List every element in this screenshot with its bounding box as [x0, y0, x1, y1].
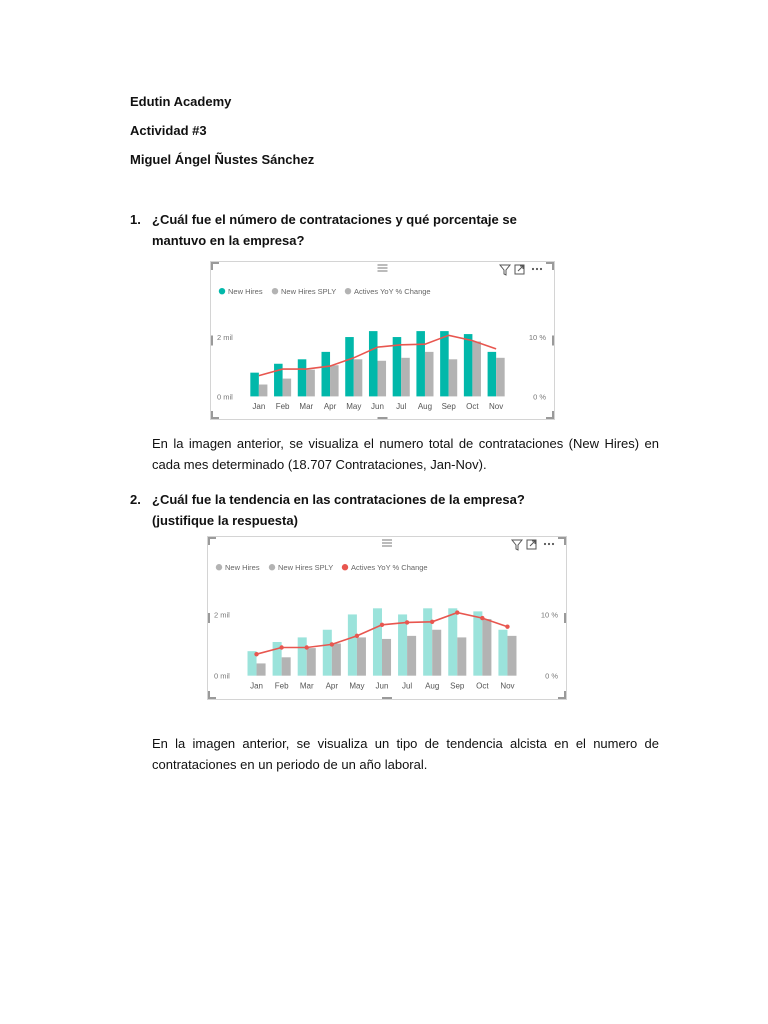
- line-point-actives-yoy[interactable]: [430, 620, 434, 624]
- question-2-number: 2.: [130, 492, 141, 507]
- x-axis-tick: Apr: [325, 681, 339, 691]
- bar-new-hires-sply[interactable]: [307, 648, 316, 676]
- focus-corner-bracket: [209, 538, 217, 546]
- bar-new-hires[interactable]: [488, 352, 497, 397]
- focus-corner-bracket: [558, 691, 566, 699]
- question-1-text: ¿Cuál fue el número de contrataciones y qué porcentaje se mantuvo en la empresa?: [152, 212, 517, 248]
- bar-new-hires[interactable]: [298, 359, 307, 396]
- focus-corner-bracket: [546, 411, 554, 419]
- bar-new-hires-sply[interactable]: [306, 370, 315, 397]
- bar-new-hires-sply[interactable]: [330, 365, 339, 396]
- more-options-icon[interactable]: [540, 268, 542, 270]
- focus-mode-arrow-icon[interactable]: [518, 266, 523, 271]
- more-options-icon[interactable]: [544, 543, 546, 545]
- bar-new-hires-sply[interactable]: [482, 619, 491, 676]
- x-axis-tick: Jul: [401, 681, 413, 691]
- legend-marker: [269, 564, 275, 570]
- y-axis-left-tick: 2 mil: [217, 333, 233, 343]
- bar-new-hires-sply[interactable]: [283, 379, 292, 397]
- bar-new-hires-sply[interactable]: [472, 341, 481, 396]
- bar-new-hires[interactable]: [345, 337, 354, 396]
- legend-marker: [216, 564, 222, 570]
- resize-handle[interactable]: [208, 613, 210, 623]
- focus-corner-bracket: [558, 538, 566, 546]
- bar-new-hires-sply[interactable]: [382, 639, 391, 676]
- x-axis-tick: Oct: [476, 681, 489, 691]
- bar-new-hires[interactable]: [464, 334, 473, 396]
- chart-1-svg: [211, 262, 554, 419]
- focus-corner-bracket: [212, 263, 220, 271]
- resize-handle[interactable]: [378, 417, 388, 419]
- focus-corner-bracket: [209, 691, 217, 699]
- chart-2-svg: [208, 537, 566, 699]
- x-axis-tick: Aug: [425, 681, 440, 691]
- y-axis-left-tick: 0 mil: [214, 671, 230, 681]
- more-options-icon[interactable]: [536, 268, 538, 270]
- legend-marker: [219, 288, 225, 294]
- x-axis-tick: May: [346, 401, 362, 411]
- y-axis-left-tick: 2 mil: [214, 610, 230, 620]
- focus-corner-bracket: [546, 263, 554, 271]
- bar-new-hires-sply[interactable]: [407, 636, 416, 676]
- focus-mode-arrow-icon[interactable]: [530, 541, 535, 546]
- x-axis-tick: Jun: [371, 401, 384, 411]
- bar-new-hires-sply[interactable]: [332, 644, 341, 676]
- bar-new-hires[interactable]: [323, 630, 332, 676]
- line-point-actives-yoy[interactable]: [355, 634, 359, 638]
- bar-new-hires-sply[interactable]: [354, 359, 363, 396]
- bar-new-hires-sply[interactable]: [457, 637, 466, 675]
- line-point-actives-yoy[interactable]: [380, 623, 384, 627]
- bar-new-hires[interactable]: [416, 331, 425, 396]
- activity-title: Actividad #3: [130, 123, 207, 138]
- bar-new-hires-sply[interactable]: [357, 637, 366, 675]
- x-axis-tick: Sep: [441, 401, 456, 411]
- line-point-actives-yoy[interactable]: [455, 610, 459, 614]
- bar-new-hires-sply[interactable]: [449, 359, 458, 396]
- legend-marker: [345, 288, 351, 294]
- bar-new-hires-sply[interactable]: [496, 358, 505, 397]
- x-axis-tick: Oct: [466, 401, 479, 411]
- y-axis-right-tick: 0 %: [533, 392, 546, 402]
- y-axis-right-tick: 0 %: [545, 671, 558, 681]
- bar-new-hires[interactable]: [473, 611, 482, 675]
- filter-icon[interactable]: [512, 540, 522, 550]
- x-axis-tick: Mar: [299, 401, 314, 411]
- line-point-actives-yoy[interactable]: [305, 645, 309, 649]
- bar-new-hires[interactable]: [498, 630, 507, 676]
- y-axis-right-tick: 10 %: [540, 610, 558, 620]
- x-axis-tick: Feb: [274, 681, 289, 691]
- bar-new-hires[interactable]: [298, 637, 307, 675]
- question-2-text: ¿Cuál fue la tendencia en las contrataciones de la empresa? (justifique la respuesta): [152, 492, 525, 528]
- legend-label: Actives YoY % Change: [351, 563, 428, 573]
- chart-1-visual[interactable]: [210, 261, 555, 420]
- bar-new-hires-sply[interactable]: [507, 636, 516, 676]
- line-point-actives-yoy[interactable]: [254, 652, 258, 656]
- legend-label: New Hires: [228, 287, 263, 297]
- x-axis-tick: Sep: [450, 681, 465, 691]
- bar-new-hires[interactable]: [373, 608, 382, 675]
- bar-new-hires-sply[interactable]: [432, 630, 441, 676]
- more-options-icon[interactable]: [552, 543, 554, 545]
- x-axis-tick: Mar: [299, 681, 314, 691]
- resize-handle[interactable]: [382, 697, 392, 699]
- resize-handle[interactable]: [552, 336, 554, 346]
- more-options-icon[interactable]: [548, 543, 550, 545]
- answer-2: En la imagen anterior, se visualiza un tipo de tendencia alcista en el numero de contrataciones en un periodo de un año laboral.: [152, 736, 659, 772]
- bar-new-hires-sply[interactable]: [401, 358, 410, 397]
- bar-new-hires-sply[interactable]: [378, 361, 387, 397]
- resize-handle[interactable]: [211, 336, 213, 346]
- x-axis-tick: Nov: [500, 681, 515, 691]
- filter-icon[interactable]: [500, 265, 510, 275]
- more-options-icon[interactable]: [532, 268, 534, 270]
- x-axis-tick: Apr: [323, 401, 337, 411]
- x-axis-tick: Jun: [375, 681, 389, 691]
- y-axis-right-tick: 10 %: [528, 333, 546, 343]
- focus-corner-bracket: [212, 411, 220, 419]
- bar-new-hires[interactable]: [423, 608, 432, 675]
- author-name: Miguel Ángel Ñustes Sánchez: [130, 152, 315, 167]
- x-axis-tick: Feb: [275, 401, 290, 411]
- bar-new-hires[interactable]: [448, 608, 457, 675]
- line-point-actives-yoy[interactable]: [480, 616, 484, 620]
- x-axis-tick: Jan: [252, 401, 266, 411]
- school-name: Edutin Academy: [130, 94, 232, 109]
- resize-handle[interactable]: [564, 613, 566, 623]
- bar-new-hires[interactable]: [348, 614, 357, 675]
- line-point-actives-yoy[interactable]: [405, 620, 409, 624]
- question-1-number: 1.: [130, 212, 141, 227]
- legend-label: New Hires: [225, 563, 260, 573]
- bar-new-hires-sply[interactable]: [259, 385, 268, 397]
- legend-label: New Hires SPLY: [281, 287, 337, 297]
- bar-new-hires[interactable]: [369, 331, 378, 396]
- x-axis-tick: Jan: [250, 681, 263, 691]
- bar-new-hires[interactable]: [440, 331, 449, 396]
- line-point-actives-yoy[interactable]: [505, 624, 509, 628]
- legend-label: Actives YoY % Change: [354, 287, 431, 297]
- x-axis-tick: Aug: [417, 401, 433, 411]
- x-axis-tick: Jul: [396, 401, 407, 411]
- bar-new-hires[interactable]: [322, 352, 331, 397]
- y-axis-left-tick: 0 mil: [217, 392, 233, 402]
- legend-marker: [272, 288, 278, 294]
- x-axis-tick: Nov: [489, 401, 504, 411]
- legend-label: New Hires SPLY: [278, 563, 334, 573]
- bar-new-hires-sply[interactable]: [425, 352, 434, 397]
- x-axis-tick: May: [349, 681, 365, 691]
- line-point-actives-yoy[interactable]: [330, 642, 334, 646]
- line-point-actives-yoy[interactable]: [279, 645, 283, 649]
- legend-marker: [342, 564, 348, 570]
- answer-1: En la imagen anterior, se visualiza el numero total de contrataciones (New Hires) en cada mes determinado (18.707 Contrataciones, Jan-Nov).: [152, 436, 659, 472]
- chart-2-visual[interactable]: [207, 536, 567, 700]
- bar-new-hires[interactable]: [250, 373, 259, 397]
- bar-new-hires-sply[interactable]: [257, 663, 266, 675]
- bar-new-hires-sply[interactable]: [282, 657, 291, 675]
